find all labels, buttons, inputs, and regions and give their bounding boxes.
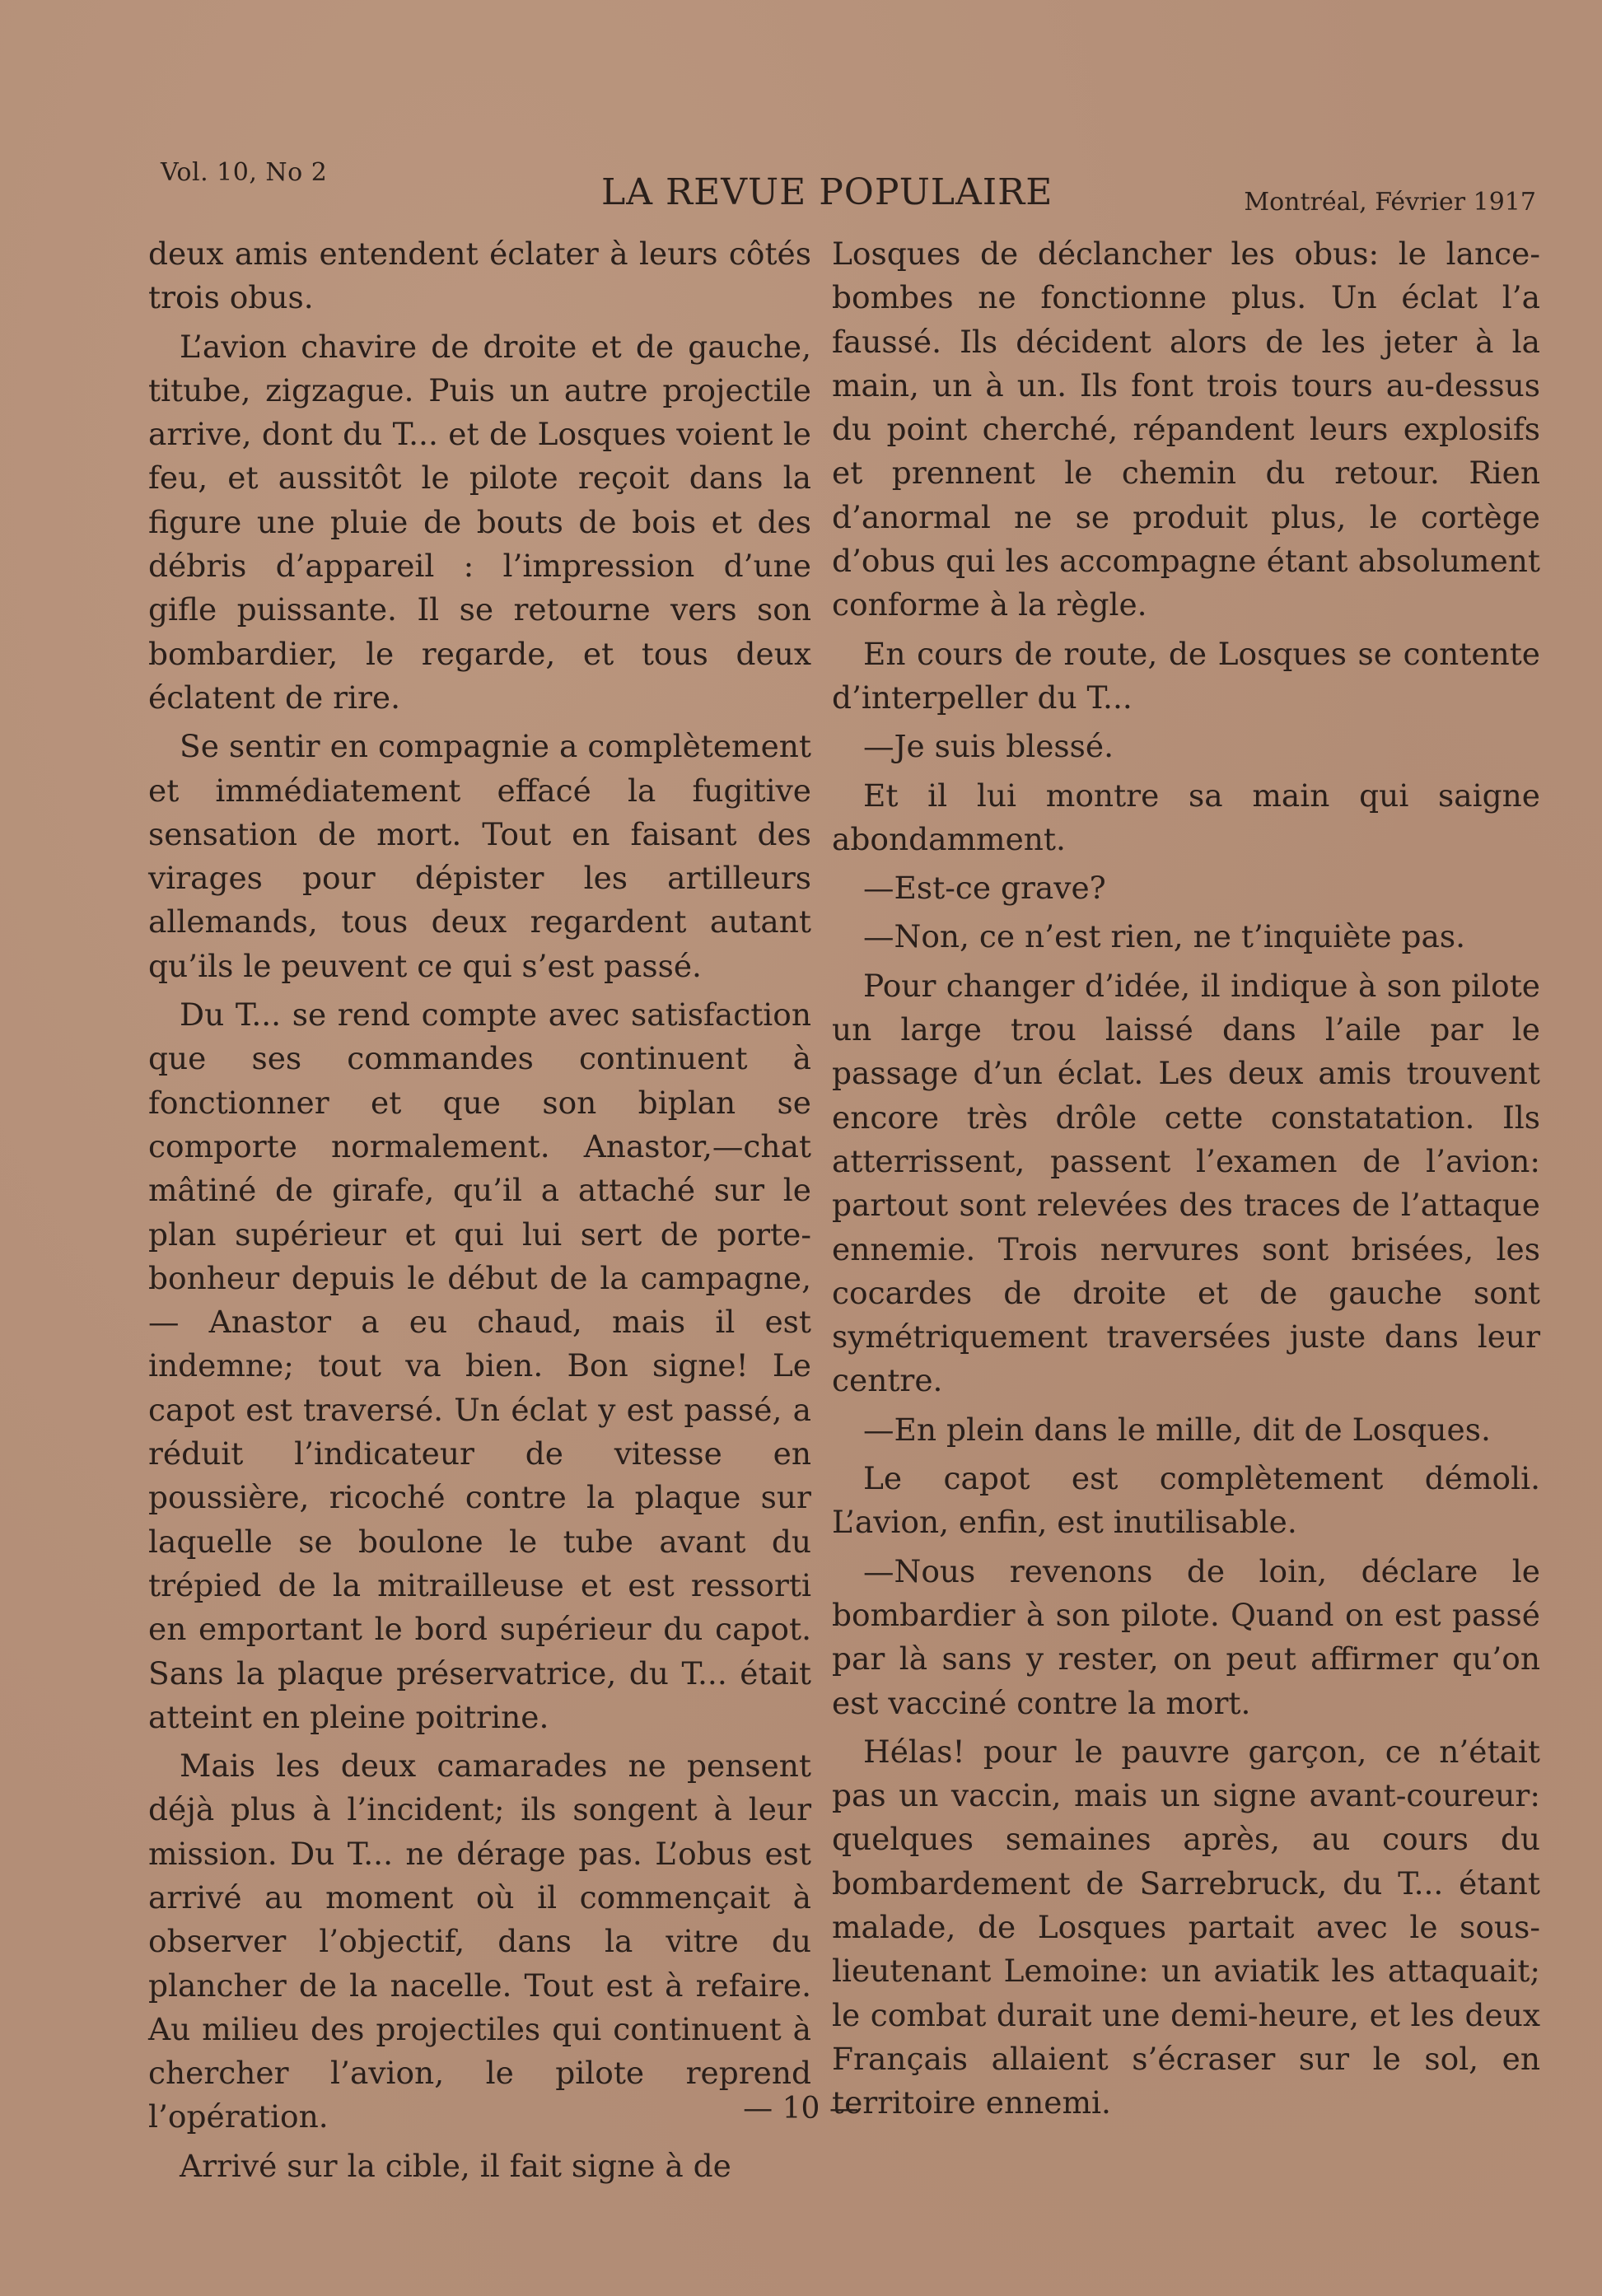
- paragraph: Losques de déclancher les obus: le lance-bombes ne fonctionne plus. Un éclat l’a faussé. Ils décident alors de les jeter à la main, un à un. Ils font trois tours au-dessus du point cherché, répandent leurs explosifs et prennent le chemin du retour. Rien d’anormal ne se produit plus, le cortège d’obus qui les accompagne étant absolument conforme à la règle.: [832, 236, 1540, 623]
- running-header: [161, 156, 1536, 222]
- paragraph: —Je suis blessé.: [863, 728, 1114, 765]
- paragraph: Du T... se rend compte avec satisfaction que ses commandes continuent à fonctionner et que son biplan se comporte normalement. Anastor,—chat mâtiné de girafe, qu’il a attaché sur le plan supérieur et qui lui sert de porte-bonheur depuis le début de la campagne,— Anastor a eu chaud, mais il est indemne; tout va bien. Bon signe! Le capot est traversé. Un éclat y est passé, a réduit l’indicateur de vitesse en poussière, ricoché contre la plaque sur laquelle se boulone le tube avant du trépied de la mitrailleuse et est ressorti en emportant le bord supérieur du capot. Sans la plaque préservatrice, du T... était atteint en pleine poitrine.: [148, 996, 811, 1735]
- right-column: [832, 232, 1540, 2125]
- paragraph: —Est-ce grave?: [863, 870, 1106, 907]
- left-column: [148, 232, 811, 2188]
- paragraph: Arrivé sur la cible, il fait signe à de: [180, 2147, 731, 2184]
- paragraph: Se sentir en compagnie a complètement et immédiatement effacé la fugitive sensation de mort. Tout en faisant des virages pour dépister les artilleurs allemands, tous deux regardent autant qu’ils le peuvent ce qui s’est passé.: [148, 728, 811, 984]
- paragraph: —Nous revenons de loin, déclare le bombardier à son pilote. Quand on est passé par là sans y rester, on peut affirmer qu’on est vacciné contre la mort.: [832, 1552, 1540, 1721]
- paragraph: L’avion chavire de droite et de gauche, titube, zigzague. Puis un autre projectile arrive, dont du T... et de Losques voient le feu, et aussitôt le pilote reçoit dans la figure une pluie de bouts de bois et des débris d’appareil : l’impression d’une gifle puissante. Il se retourne vers son bombardier, le regarde, et tous deux éclatent de rire.: [148, 328, 811, 716]
- paragraph: deux amis entendent éclater à leurs côtés trois obus.: [148, 236, 811, 316]
- dateline: Montréal, Février 1917: [1244, 188, 1536, 217]
- paragraph: —En plein dans le mille, dit de Losques.: [863, 1411, 1491, 1448]
- volume-number: Vol. 10, No 2: [161, 158, 328, 187]
- paragraph: Mais les deux camarades ne pensent déjà plus à l’incident; ils songent à leur mission. Du T... ne dérage pas. L’obus est arrivé au moment où il commençait à observer l’objectif, dans la vitre du plancher de la nacelle. Tout est à refaire. Au milieu des projectiles qui continuent à chercher l’avion, le pilote reprend l’opération.: [148, 1748, 811, 2135]
- publication-title: LA REVUE POPULAIRE: [601, 171, 1053, 213]
- paragraph: Pour changer d’idée, il indique à son pilote un large trou laissé dans l’aile par le passage d’un éclat. Les deux amis trouvent encore très drôle cette constatation. Ils atterrissent, passent l’examen de l’avion: partout sont relevées des traces de l’attaque ennemie. Trois nervures sont brisées, les cocardes de droite et de gauche sont symétriquement traversées juste dans leur centre.: [832, 967, 1540, 1399]
- paragraph: Hélas! pour le pauvre garçon, ce n’était pas un vaccin, mais un signe avant-coureur: quelques semaines après, au cours du bombardement de Sarrebruck, du T... étant malade, de Losques partait avec le sous-lieutenant Lemoine: un aviatik les attaquait; le combat durait une demi-heure, et les deux Français allaient s’écraser sur le sol, en territoire ennemi.: [832, 1733, 1540, 2121]
- paragraph: —Non, ce n’est rien, ne t’inquiète pas.: [863, 918, 1466, 955]
- paragraph: En cours de route, de Losques se contente d’interpeller du T...: [832, 635, 1540, 716]
- paragraph: Et il lui montre sa main qui saigne abondamment.: [832, 777, 1540, 857]
- paragraph: Le capot est complètement démoli. L’avion, enfin, est inutilisable.: [832, 1460, 1540, 1541]
- page-number: — 10 —: [743, 2092, 859, 2126]
